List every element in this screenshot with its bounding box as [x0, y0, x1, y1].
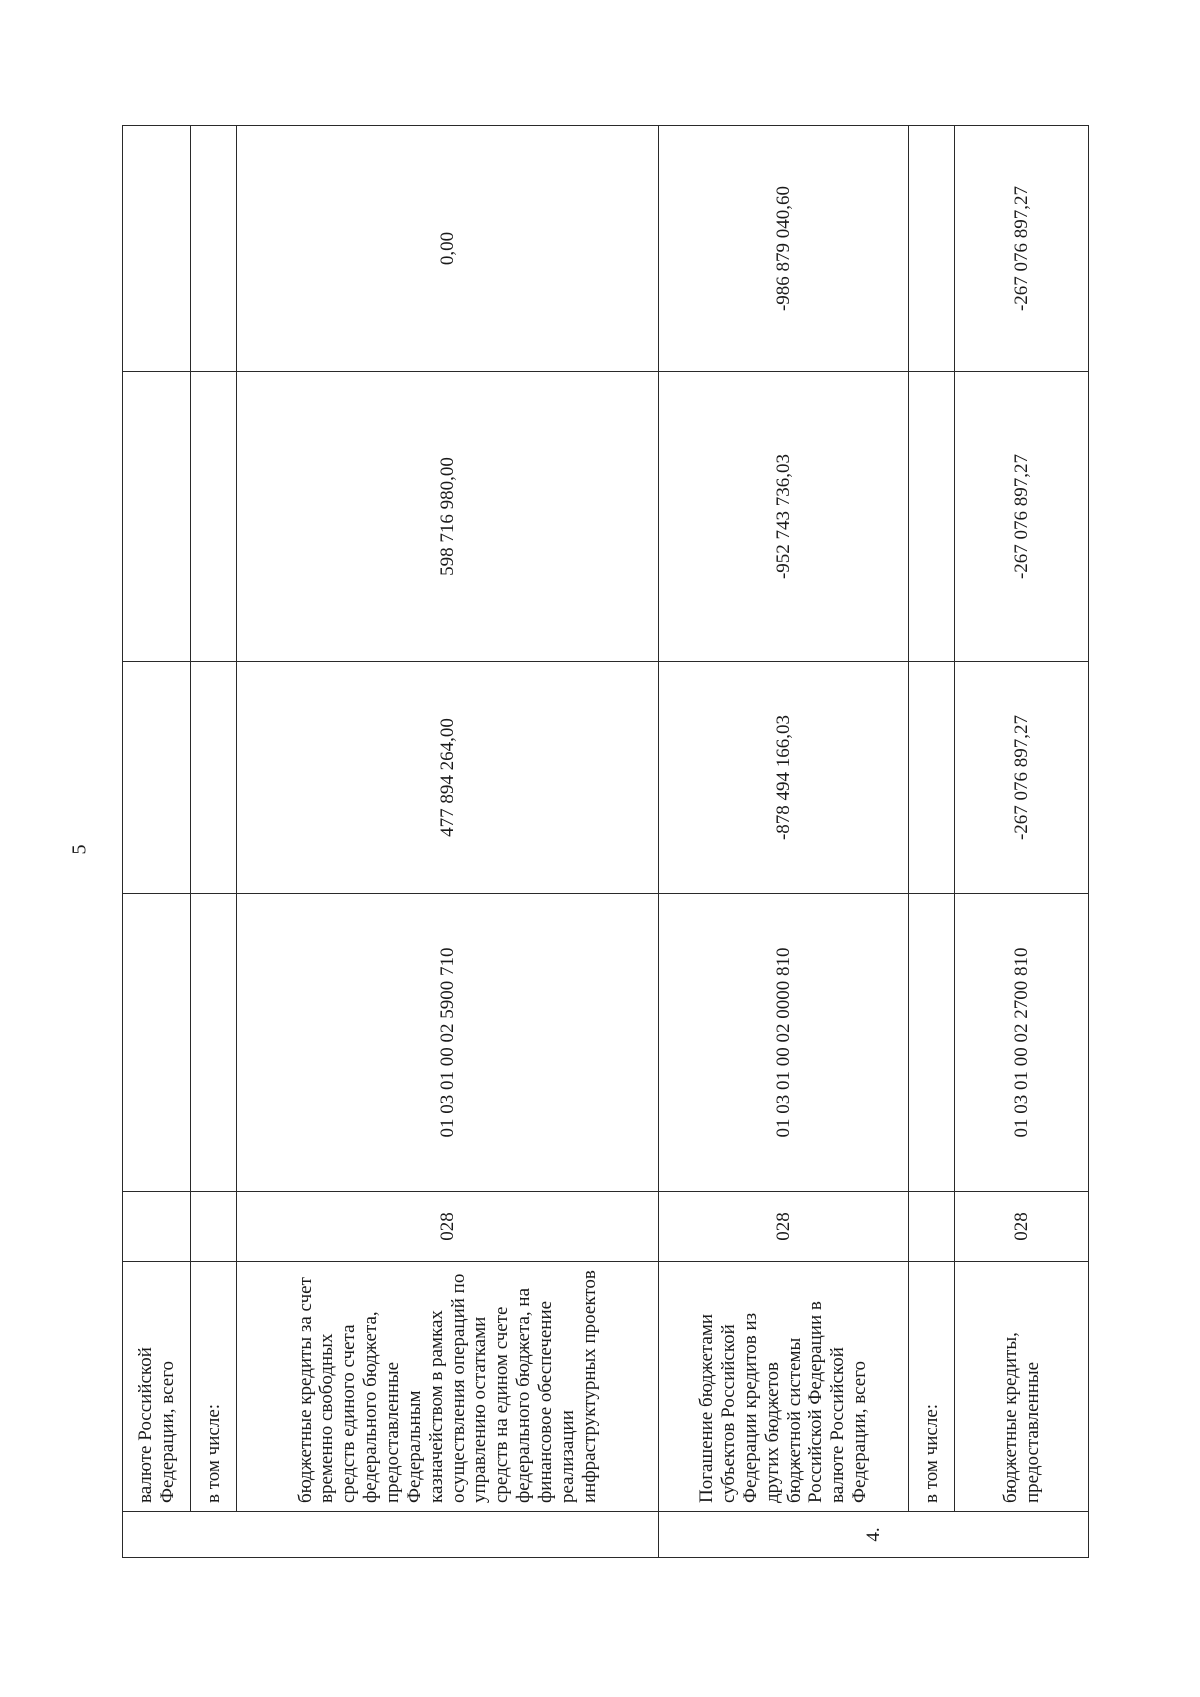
row-name: в том числе:	[202, 1403, 224, 1503]
table-row	[955, 126, 1089, 1558]
row-name-cell	[123, 1262, 191, 1512]
row-name: бюджетные кредиты, предоставленные	[999, 1332, 1043, 1503]
budget-code-cell	[123, 894, 191, 1192]
table-row	[237, 126, 659, 1558]
value-year3-cell: -986 879 040,60	[659, 126, 909, 372]
value-year3-cell	[191, 126, 237, 372]
table-row	[909, 126, 955, 1558]
admin-code-cell	[123, 1192, 191, 1262]
table-row	[659, 126, 909, 1558]
value-year3-cell: -267 076 897,27	[955, 126, 1089, 372]
value-year2-cell: -952 743 736,03	[659, 372, 909, 662]
admin-code-cell	[191, 1192, 237, 1262]
value-year3-cell: 0,00	[237, 126, 659, 372]
budget-code-cell: 01 03 01 00 02 5900 710	[237, 894, 659, 1192]
value-year2-cell: 598 716 980,00	[237, 372, 659, 662]
row-number-cell	[123, 1512, 659, 1558]
page-number: 5	[68, 844, 91, 855]
value-year2-cell	[191, 372, 237, 662]
row-name: в том числе:	[920, 1403, 942, 1503]
value-year2-cell	[123, 372, 191, 662]
row-name-cell	[237, 1262, 659, 1512]
row-name-cell	[955, 1262, 1089, 1512]
value-year1-cell: -267 076 897,27	[955, 662, 1089, 894]
row-number-cell: 4.	[659, 1512, 1089, 1558]
value-year1-cell	[123, 662, 191, 894]
budget-table-rotated	[122, 126, 1088, 1558]
admin-code-cell: 028	[955, 1192, 1089, 1262]
admin-code-cell: 028	[237, 1192, 659, 1262]
row-name: валюте Российской Федерации, всего	[134, 1347, 178, 1503]
budget-code-cell: 01 03 01 00 02 2700 810	[955, 894, 1089, 1192]
admin-code-cell: 028	[659, 1192, 909, 1262]
budget-sources-table	[122, 125, 1089, 1558]
budget-code-cell	[191, 894, 237, 1192]
row-name: бюджетные кредиты за счет временно свободных средств единого счета федерального бюджета, предоставленные Федеральным казначейством в рамках осуществления операций по управлению остатками средств на едином счете федерального бюджета, на финансовое обеспечение реализации инфраструктурных проектов	[294, 1270, 600, 1503]
value-year1-cell: 477 894 264,00	[237, 662, 659, 894]
budget-code-cell: 01 03 01 00 02 0000 810	[659, 894, 909, 1192]
admin-code-cell	[909, 1192, 955, 1262]
table-row	[191, 126, 237, 1558]
value-year2-cell	[909, 372, 955, 662]
row-name-cell	[909, 1262, 955, 1512]
table-row	[123, 126, 191, 1558]
row-name-cell	[191, 1262, 237, 1512]
value-year1-cell: -878 494 166,03	[659, 662, 909, 894]
value-year1-cell	[909, 662, 955, 894]
value-year3-cell	[123, 126, 191, 372]
value-year1-cell	[191, 662, 237, 894]
budget-code-cell	[909, 894, 955, 1192]
value-year2-cell: -267 076 897,27	[955, 372, 1089, 662]
row-name: Погашение бюджетами субъектов Российской Федерации кредитов из других бюджетов бюджетной системы Российской Федерации в валюте Российской Федерации, всего	[696, 1301, 871, 1503]
value-year3-cell	[909, 126, 955, 372]
row-name-cell	[659, 1262, 909, 1512]
